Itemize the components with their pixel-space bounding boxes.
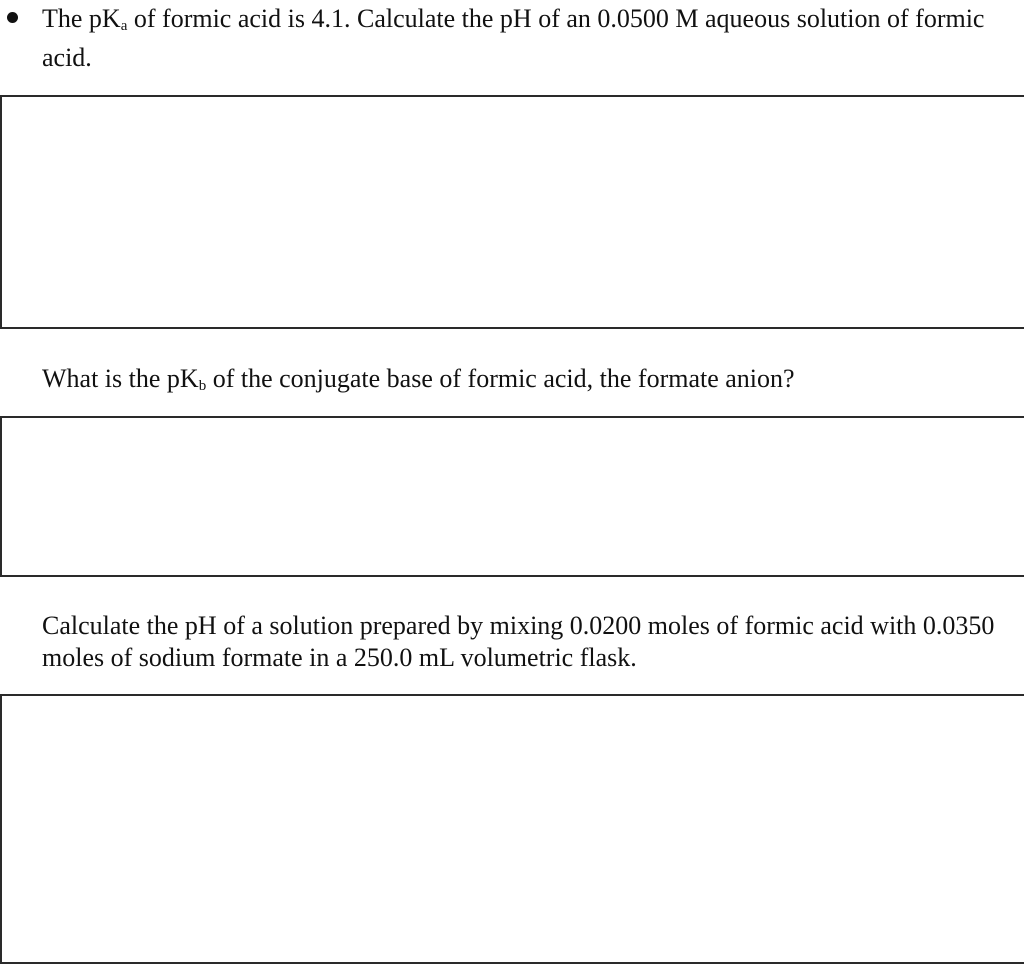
question-2-subscript: b <box>198 378 207 394</box>
bullet-icon <box>7 12 18 23</box>
answer-box-3[interactable] <box>0 694 1024 964</box>
answer-box-2[interactable] <box>0 416 1024 577</box>
question-2-pre: What is the pK <box>42 364 199 393</box>
question-1-subscript: a <box>120 18 128 34</box>
question-1-text <box>42 3 1002 74</box>
answer-box-1[interactable] <box>0 95 1024 329</box>
question-2-post: of the conjugate base of formic acid, the formate anion? <box>206 364 795 393</box>
question-3-text: Calculate the pH of a solution prepared by mixing 0.0200 moles of formic acid with 0.0350 moles of sodium formate in a 250.0 mL volumetric flask. <box>42 611 995 672</box>
question-1-pre: The pK <box>42 4 121 33</box>
question-2-text <box>42 363 1002 402</box>
question-1-post: of formic acid is 4.1. Calculate the pH of an 0.0500 M aqueous solution of formic acid. <box>42 4 985 72</box>
